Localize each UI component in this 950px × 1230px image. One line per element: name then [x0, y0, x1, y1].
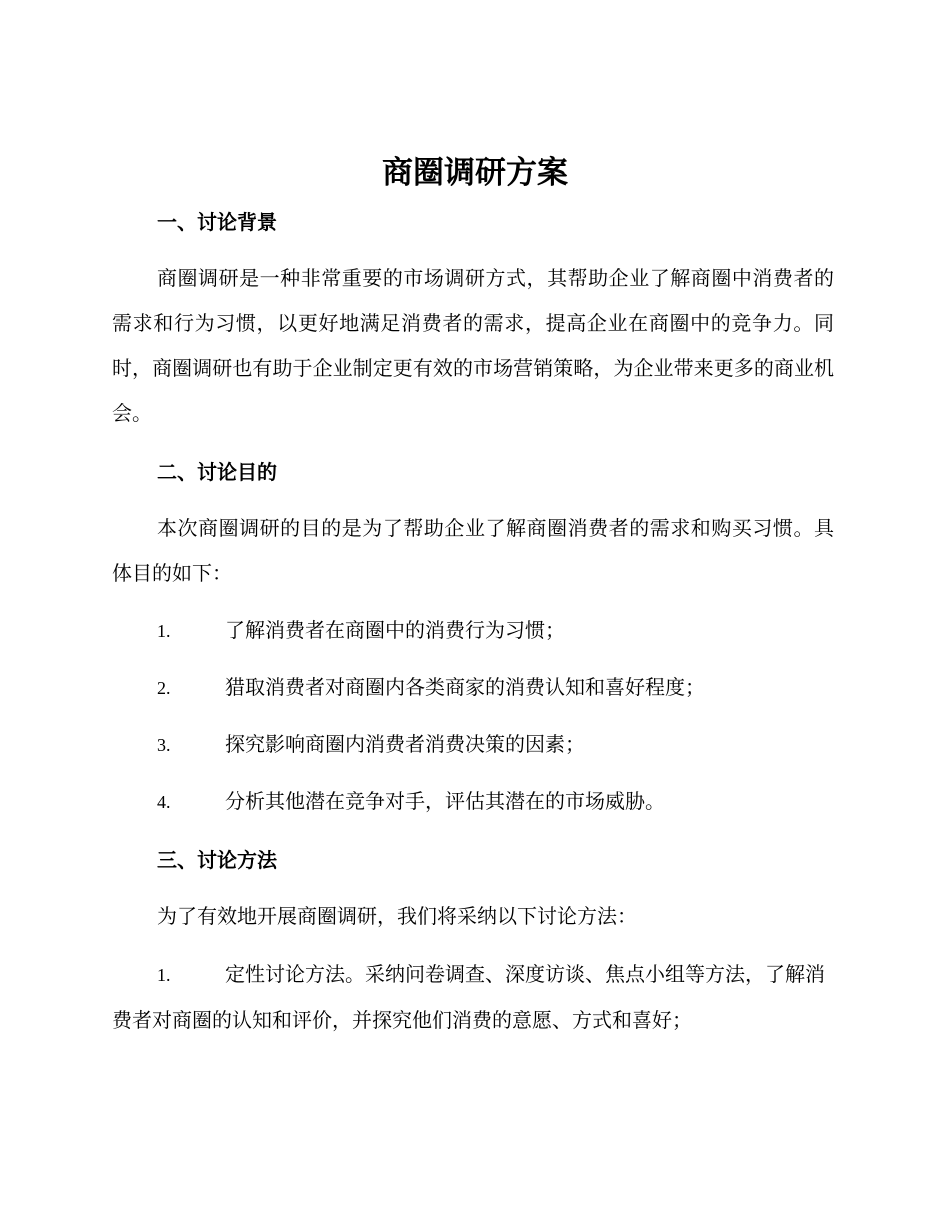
list-number: 3.	[157, 735, 171, 755]
list-item-text: 定性讨论方法。采纳问卷调查、深度访谈、焦点小组等方法，了解消费者对商圈的认知和评价，并探究他们消费的意愿、方式和喜好；	[112, 962, 825, 1032]
purpose-list-item	[112, 608, 834, 654]
list-item-text: 分析其他潜在竞争对手，评估其潜在的市场威胁。	[225, 789, 665, 813]
list-number: 1.	[157, 621, 171, 641]
list-item-text: 探究影响商圈内消费者消费决策的因素；	[225, 732, 585, 756]
list-number: 2.	[157, 678, 171, 698]
purpose-list-item	[112, 779, 834, 825]
list-number: 1.	[157, 965, 171, 985]
section-heading-purpose: 二、讨论目的	[157, 460, 277, 484]
list-number: 4.	[157, 792, 171, 812]
purpose-paragraph: 本次商圈调研的目的是为了帮助企业了解商圈消费者的需求和购买习惯。具体目的如下：	[112, 516, 834, 585]
section-heading-method: 三、讨论方法	[157, 848, 277, 872]
method-list-item	[112, 952, 834, 1043]
document-title: 商圈调研方案	[382, 155, 568, 191]
purpose-list-item	[112, 665, 834, 711]
purpose-list-item	[112, 722, 834, 768]
method-paragraph: 为了有效地开展商圈调研，我们将采纳以下讨论方法：	[157, 904, 637, 928]
list-item-text: 猎取消费者对商圈内各类商家的消费认知和喜好程度；	[225, 675, 705, 699]
section-heading-background: 一、讨论背景	[157, 210, 277, 234]
list-item-text: 了解消费者在商圈中的消费行为习惯；	[225, 618, 565, 642]
background-paragraph: 商圈调研是一种非常重要的市场调研方式，其帮助企业了解商圈中消费者的需求和行为习惯，以更好地满足消费者的需求，提高企业在商圈中的竞争力。同时，商圈调研也有助于企业制定更有效的市场营销策略，为企业带来更多的商业机会。	[112, 266, 834, 425]
